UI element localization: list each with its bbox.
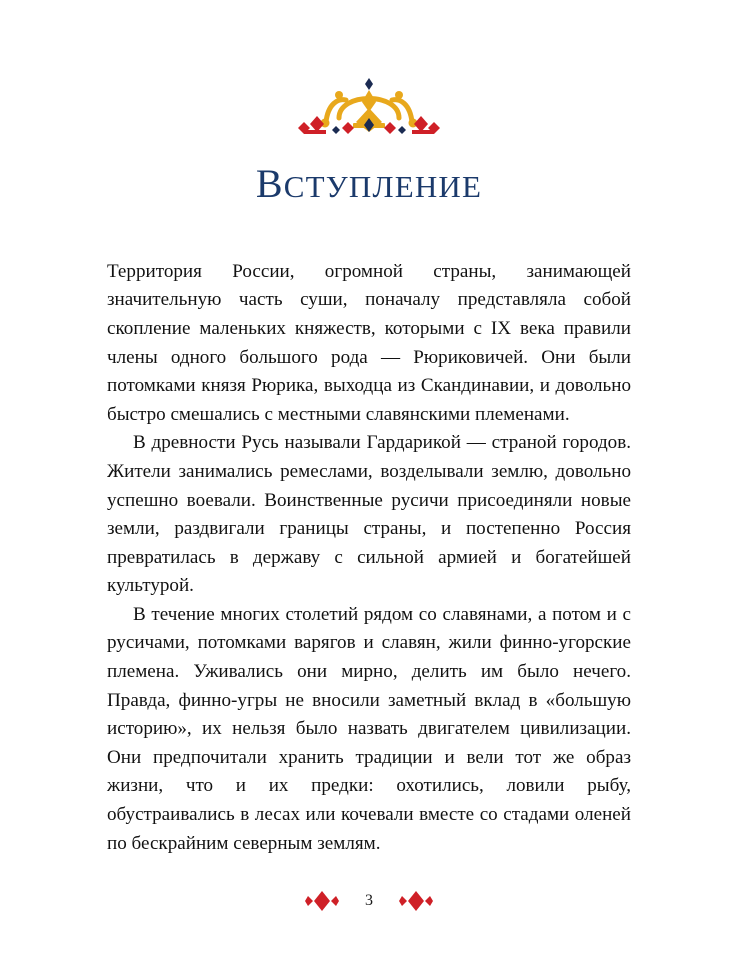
body-text	[107, 258, 631, 858]
crown-folk-ornament	[284, 78, 454, 146]
paragraph-1: Территория России, огромной страны, занимающей значительную часть суши, поначалу представляла собой скопление маленьких княжеств, которыми с IX века правили члены одного большого рода — Рюриковичей. Они были потомками князя Рюрика, выходца из Скандинавии, и довольно быстро смешались с местными славянскими племенами.	[107, 260, 631, 425]
page-number: 3	[365, 892, 373, 909]
chapter-title	[256, 160, 482, 207]
chapter-title-rest: СТУПЛЕНИЕ	[283, 169, 483, 204]
chapter-title-first-letter: В	[255, 161, 284, 206]
red-diamond-ornament-right	[399, 890, 433, 912]
paragraph-2: В древности Русь называли Гардарикой — страной городов. Жители занимались ремеслами, возделывали землю, довольно успешно воевали. Воинственные русичи присоединяли новые земли, раздвигали границы страны, и постепенно Россия превратилась в державу с сильной армией и богатейшей культурой.	[107, 432, 631, 597]
page-footer	[0, 890, 738, 912]
red-diamond-ornament-left	[305, 890, 339, 912]
paragraph-3: В течение многих столетий рядом со славянами, а потом и с русичами, потомками варягов и славян, жили финно-угорские племена. Уживались они мирно, делить им было нечего. Правда, финно-угры не вносили заметный вклад в «большую историю», их нельзя было назвать двигателем цивилизации. Они предпочитали хранить традиции и вели тот же образ жизни, что и их предки: охотились, ловили рыбу, обустраивались в лесах или кочевали вместе со стадами оленей по бескрайним северным землям.	[107, 603, 631, 854]
